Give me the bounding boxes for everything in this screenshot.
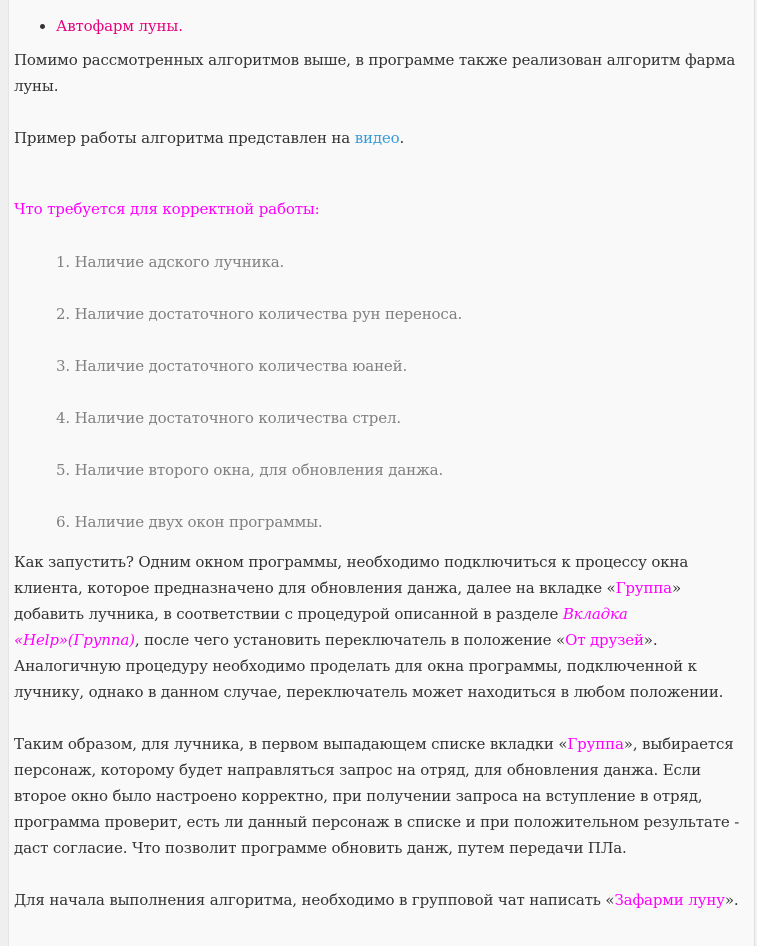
bullet-item: [56, 0, 744, 39]
left-border: [0, 0, 9, 946]
video-link[interactable]: видео: [354, 129, 400, 147]
example-prefix: Пример работы алгоритма представлен на: [14, 129, 355, 147]
requirements-heading: Что требуется для корректной работы:: [14, 200, 320, 218]
example-suffix: .: [399, 129, 405, 147]
help-group-section-link[interactable]: Вкладка «Help»(Группа): [14, 605, 628, 649]
article-content: [14, 0, 744, 913]
how-to-run-text: ». Аналогичную процедуру необходимо проделать для окна программы, подключенной к лучнику, однако в данном случае, переключатель может находиться в любом положении.: [14, 631, 724, 701]
group-tab-link[interactable]: Группа: [567, 735, 624, 753]
how-to-run-paragraph: [14, 549, 744, 705]
farm-moon-command-link[interactable]: Зафарми луну: [614, 891, 725, 909]
explanation-text: », выбирается персонаж, которому будет направляться запрос на отряд, для обновления данжа. Если второе окно было настроено корректно, при получении запроса на вступление в отряд, программа проверит, есть ли данный персонаж в списке и при положительном результате - даст согласие. Что позволит программе обновить данж, путем передачи ПЛа.: [14, 735, 740, 857]
requirements-list: [14, 249, 744, 549]
from-friends-link[interactable]: От друзей: [565, 631, 644, 649]
example-paragraph: [14, 125, 744, 151]
start-paragraph: [14, 887, 744, 913]
explanation-paragraph: [14, 731, 744, 861]
bullet-list: [14, 0, 744, 39]
start-text: Для начала выполнения алгоритма, необходимо в групповой чат написать «: [14, 891, 615, 909]
requirement-item: 1. Наличие адского лучника.: [56, 253, 285, 271]
requirement-item: 6. Наличие двух окон программы.: [56, 513, 323, 531]
how-to-run-text: , после чего установить переключатель в положение «: [134, 631, 566, 649]
intro-paragraph: Помимо рассмотренных алгоритмов выше, в программе также реализован алгоритм фарма луны.: [14, 51, 736, 95]
how-to-run-text: » добавить лучника, в соответствии с процедурой описанной в разделе: [14, 579, 681, 623]
requirement-item: 4. Наличие достаточного количества стрел.: [56, 409, 401, 427]
explanation-text: Таким образом, для лучника, в первом выпадающем списке вкладки «: [14, 735, 568, 753]
requirement-item: 3. Наличие достаточного количества юаней.: [56, 357, 408, 375]
group-tab-link[interactable]: Группа: [615, 579, 672, 597]
autofarm-moon-link[interactable]: Автофарм луны.: [56, 17, 183, 35]
how-to-run-text: Как запустить? Одним окном программы, необходимо подключиться к процессу окна клиента, которое предназначено для обновления данжа, далее на вкладке «: [14, 553, 689, 597]
start-text: ».: [724, 891, 739, 909]
requirement-item: 5. Наличие второго окна, для обновления данжа.: [56, 461, 444, 479]
requirement-item: 2. Наличие достаточного количества рун переноса.: [56, 305, 463, 323]
